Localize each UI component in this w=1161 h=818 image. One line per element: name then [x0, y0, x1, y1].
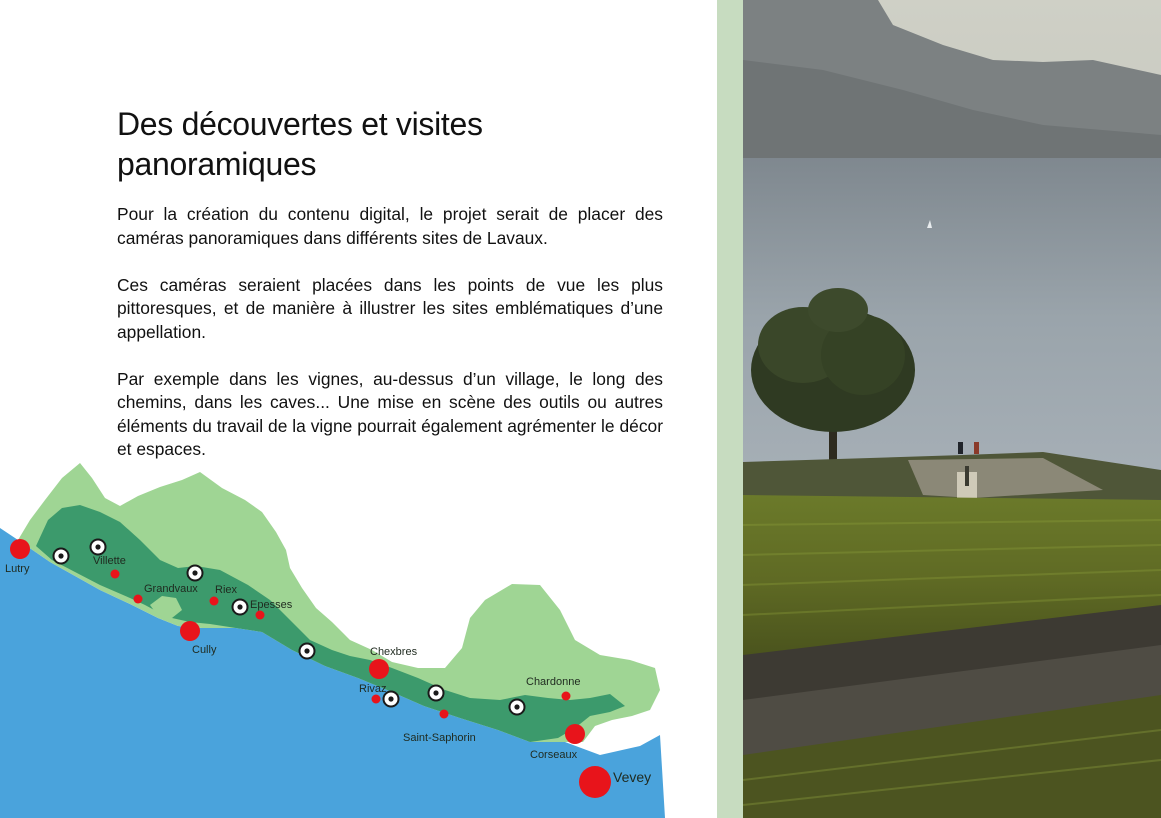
- place-label-lutry: Lutry: [5, 563, 30, 575]
- place-label-chexbres: Chexbres: [370, 646, 418, 658]
- place-label-rivaz: Rivaz: [359, 683, 387, 695]
- town-marker-saint-saphorin: [440, 710, 449, 719]
- place-label-grandvaux: Grandvaux: [144, 583, 198, 595]
- town-marker-grandvaux: [134, 595, 143, 604]
- camera-viewpoint-icon: [188, 566, 203, 581]
- town-marker-riex: [210, 597, 219, 606]
- place-label-vevey: Vevey: [613, 769, 652, 785]
- place-label-chardonne: Chardonne: [526, 676, 581, 688]
- camera-viewpoint-icon: [54, 549, 69, 564]
- place-label-corseaux: Corseaux: [530, 749, 578, 761]
- town-marker-epesses: [256, 611, 265, 620]
- place-label-saint-saphorin: Saint-Saphorin: [403, 732, 476, 744]
- camera-viewpoint-icon: [510, 700, 525, 715]
- paragraph-3: Par exemple dans les vignes, au-dessus d’un village, le long des chemins, dans les caves... Une mise en scène des outils ou autres éléments du travail de la vigne pourrait également agrémenter le décor et espaces.: [117, 368, 663, 459]
- place-label-riex: Riex: [215, 584, 238, 596]
- town-marker-chexbres: [369, 659, 389, 679]
- place-label-epesses: Epesses: [250, 599, 293, 611]
- town-marker-vevey: [579, 766, 611, 798]
- town-marker-lutry: [10, 539, 30, 559]
- paragraph-1: Pour la création du contenu digital, le projet serait de placer des caméras panoramiques dans différents sites de Lavaux.: [117, 204, 663, 248]
- town-marker-rivaz: [372, 695, 381, 704]
- camera-viewpoint-icon: [300, 644, 315, 659]
- body-text: [117, 203, 663, 462]
- vineyard-terraces-lake-photo: [743, 0, 1161, 818]
- page-title: Des découvertes et visites panoramiques: [117, 106, 483, 182]
- town-marker-villette: [111, 570, 120, 579]
- divider-strip: [717, 0, 743, 818]
- town-marker-cully: [180, 621, 200, 641]
- camera-viewpoint-icon: [233, 600, 248, 615]
- town-marker-chardonne: [562, 692, 571, 701]
- place-label-cully: Cully: [192, 644, 217, 656]
- camera-viewpoint-icon: [429, 686, 444, 701]
- lavaux-map: [0, 455, 717, 818]
- paragraph-2: Ces caméras seraient placées dans les points de vue les plus pittoresques, et de manière à illustrer les sites emblématiques d’une appellation.: [117, 274, 663, 342]
- camera-viewpoint-icon: [91, 540, 106, 555]
- town-marker-corseaux: [565, 724, 585, 744]
- place-label-villette: Villette: [93, 555, 126, 567]
